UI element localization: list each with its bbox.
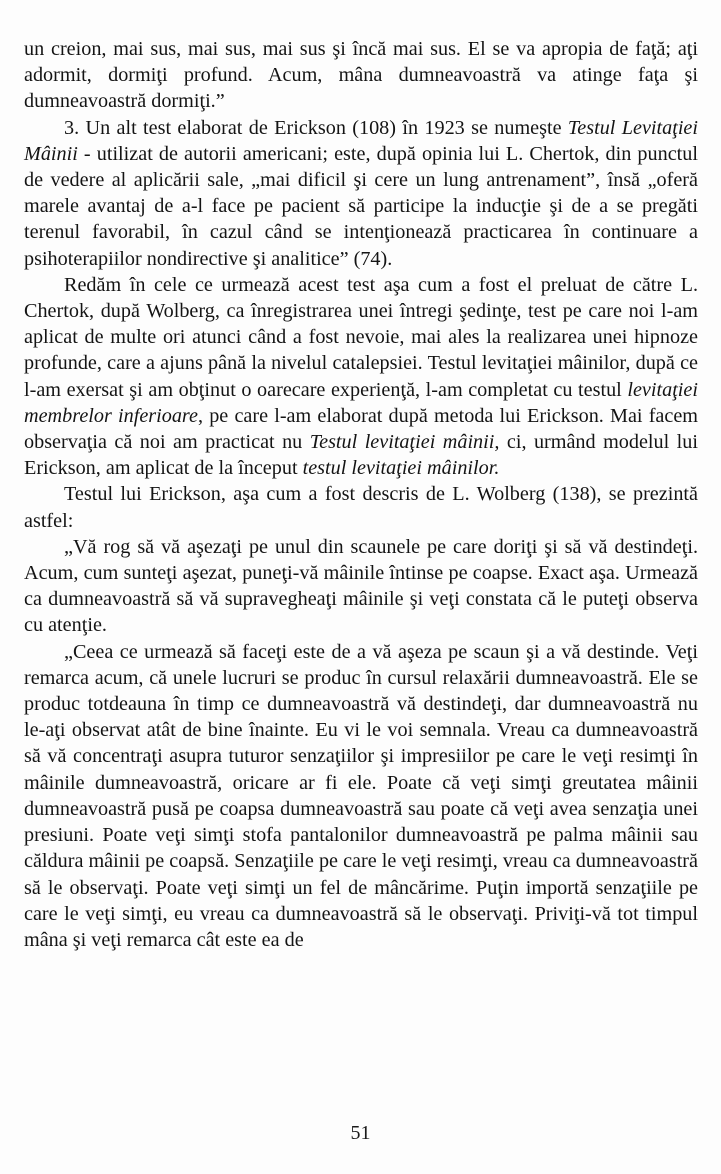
- paragraph-2: [24, 115, 698, 272]
- page-number: 51: [350, 1122, 371, 1144]
- paragraph-3-italic-2: Testul levitaţiei mâinii,: [309, 431, 500, 454]
- paragraph-2-text-b: - utilizat de autorii americani; este, după opinia lui L. Chertok, din punctul de vedere al aplicării sale, „mai dificil şi cere un lung antrenament”, însă „oferă marele avantaj de a-l face pe pacient să participe la inducţie şi de a se pregăti terenul favorabil, în cazul când se intenţionează practicarea în continuare a psihoterapiilor nondirective şi analitice” (74).: [24, 142, 698, 270]
- page-body-text: [24, 36, 698, 953]
- paragraph-4: Testul lui Erickson, aşa cum a fost descris de L. Wolberg (138), se prezintă astfel:: [24, 483, 698, 532]
- paragraph-2-text-a: 3. Un alt test elaborat de Erickson (108) în 1923 se numeşte: [64, 116, 568, 139]
- paragraph-3-text-a: Redăm în cele ce urmează acest test aşa cum a fost el preluat de către L. Chertok, după Wolberg, ca înregistrarea unei întregi şedinţe, test pe care noi l-am aplicat de multe ori atunci când a fost nevoie, mai ales la realizarea unei hipnoze profunde, care a ajuns până la nivelul catalepsiei. Testul levitaţiei mâinilor, după ce l-am exersat şi am obţinut o oarecare experienţă, l-am completat cu testul: [24, 273, 698, 401]
- paragraph-3-text-b: , pe care l-am elaborat după metoda lui Erickson. Mai facem observaţia că noi am practicat nu: [24, 404, 698, 454]
- paragraph-2-italic-title: Testul Levitaţiei Mâinii: [24, 116, 698, 165]
- paragraph-3-italic-3: testul levitaţiei mâinilor.: [302, 457, 500, 480]
- paragraph-5: „Vă rog să vă aşezaţi pe unul din scaunele pe care doriţi şi să vă destindeţi. Acum, cum sunteţi aşezat, puneţi-vă mâinile întinse pe coapse. Exact aşa. Urmează ca dumneavoastră să vă supravegheaţi mâinile şi veţi constata că le puteţi observa cu atenţie.: [24, 535, 698, 637]
- paragraph-3-text-c: ci, urmând modelul lui Erickson, am aplicat de la început: [24, 431, 698, 480]
- paragraph-3: [24, 272, 698, 482]
- paragraph-3-italic-1: levitaţiei membrelor inferioare: [24, 378, 698, 427]
- paragraph-6: „Ceea ce urmează să faceţi este de a vă aşeza pe scaun şi a vă destinde. Veţi remarca acum, că unele lucruri se produc în cursul relaxării dumneavoastră. Ele se produc totdeauna în timp ce dumneavoastră vă destindeţi, dar dumneavoastră nu le-aţi observat atât de bine înainte. Eu vi le voi semnala. Vreau ca dumneavoastră să vă concentraţi asupra tuturor senzaţiilor şi impresiilor pe care le veţi resimţi în mâinile dumneavoastră, oricare ar fi ele. Poate că veţi simţi greutatea mâinii dumneavoastră pusă pe coapsa dumneavoastră sau poate că veţi avea senzaţia unei presiuni. Poate veţi simţi stofa pantalonilor dumneavoastră pe palma mâinii sau căldura mâinii pe coapsă. Senzaţiile pe care le veţi resimţi, vreau ca dumneavoastră să le observaţi. Poate veţi simţi un fel de mâncărime. Puţin importă senzaţiile pe care le veţi simţi, eu vreau ca dumneavoastră să le observaţi. Priviţi-vă tot timpul mâna şi veţi remarca cât este ea de: [24, 640, 698, 951]
- paragraph-1: un creion, mai sus, mai sus, mai sus şi încă mai sus. El se va apropia de faţă; aţi adormit, dormiţi profund. Acum, mâna dumneavoastră va atinge faţa şi dumneavoastră dormiţi.”: [24, 38, 698, 113]
